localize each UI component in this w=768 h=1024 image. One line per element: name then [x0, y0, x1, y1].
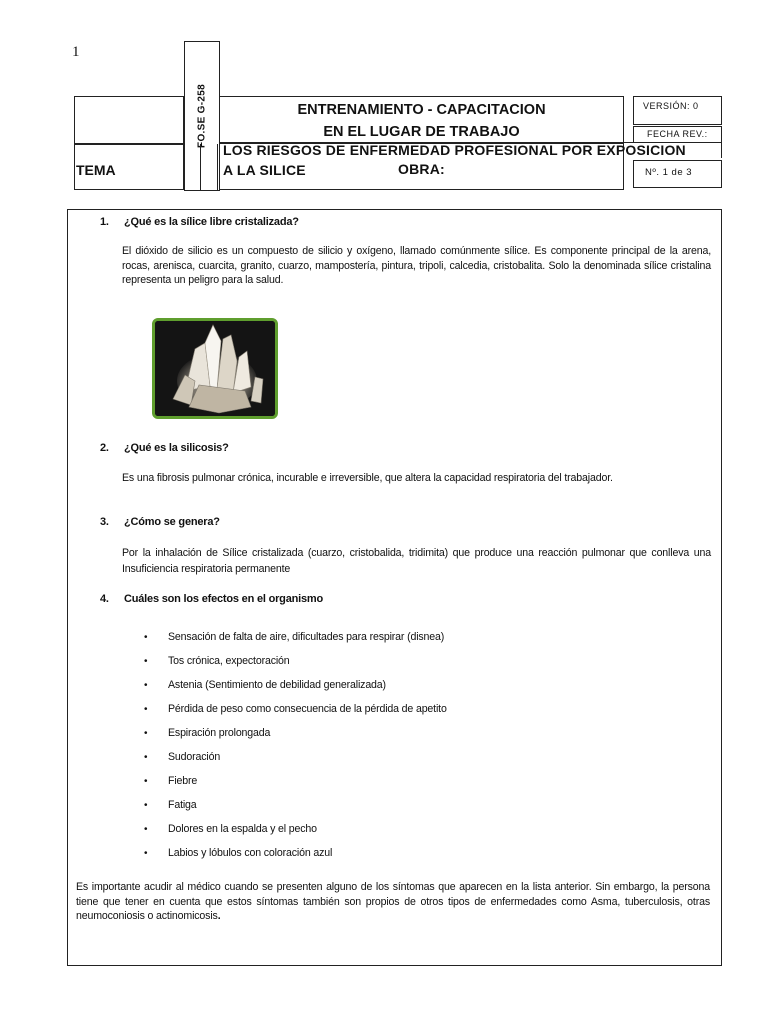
section-1-title: ¿Qué es la sílice libre cristalizada?: [124, 216, 299, 228]
bullet-icon: •: [144, 656, 148, 667]
fecha-box: [633, 126, 722, 142]
section-3-heading: [100, 516, 220, 528]
page-number: 1: [72, 44, 80, 60]
section-1-number: 1.: [100, 216, 109, 228]
topic-line-1: LOS RIESGOS DE ENFERMEDAD PROFESIONAL POR EXPOSICION: [223, 142, 686, 158]
section-3-number: 3.: [100, 516, 109, 528]
section-2-body: Es una fibrosis pulmonar crónica, incurable e irreversible, que altera la capacidad respiratoria del trabajador.: [122, 472, 613, 484]
fecha-label: FECHA REV.:: [647, 129, 708, 139]
title-line-2: EN EL LUGAR DE TRABAJO: [323, 124, 520, 140]
list-item: • Sensación de falta de aire, dificultades para respirar (disnea): [140, 629, 447, 653]
doc-code: FO.SE G-258: [196, 84, 208, 148]
bullet-icon: •: [144, 824, 148, 835]
list-item: • Fatiga: [140, 797, 447, 821]
section-2-number: 2.: [100, 442, 109, 454]
title-cell: [219, 96, 624, 144]
effects-list: [140, 629, 447, 869]
closing-paragraph: [76, 880, 710, 924]
list-item: • Sudoración: [140, 749, 447, 773]
tema-label: TEMA: [76, 162, 116, 178]
bullet-icon: •: [144, 752, 148, 763]
list-item: • Astenia (Sentimiento de debilidad generalizada): [140, 677, 447, 701]
bullet-icon: •: [144, 632, 148, 643]
section-4-number: 4.: [100, 593, 109, 605]
list-item: • Tos crónica, expectoración: [140, 653, 447, 677]
section-2-title: ¿Qué es la silicosis?: [124, 442, 229, 454]
header-rule: [624, 142, 722, 158]
bullet-icon: •: [144, 680, 148, 691]
obra-label: OBRA:: [398, 161, 445, 177]
section-3-body: Por la inhalación de Sílice cristalizada (cuarzo, cristobalida, tridimita) que produce una reacción pulmonar que conlleva una Insuficiencia respiratoria permanente: [122, 547, 711, 575]
section-4-title: Cuáles son los efectos en el organismo: [124, 593, 324, 605]
list-item: • Espiración prolongada: [140, 725, 447, 749]
list-item: • Dolores en la espalda y el pecho: [140, 821, 447, 845]
version-label: VERSIÓN: 0: [643, 101, 699, 111]
closing-period: .: [217, 910, 221, 922]
logo-cell: [74, 96, 184, 144]
header-separator: [200, 144, 218, 190]
section-2-heading: [100, 442, 229, 454]
title-line-1: ENTRENAMIENTO - CAPACITACION: [297, 102, 546, 118]
bullet-icon: •: [144, 848, 148, 859]
quartz-crystal-icon: [155, 321, 275, 416]
list-item: • Fiebre: [140, 773, 447, 797]
list-item: • Pérdida de peso como consecuencia de la pérdida de apetito: [140, 701, 447, 725]
section-3-title: ¿Cómo se genera?: [124, 516, 220, 528]
bullet-icon: •: [144, 704, 148, 715]
version-box: [633, 96, 722, 125]
bullet-icon: •: [144, 800, 148, 811]
topic-line-2: A LA SILICE: [223, 162, 306, 178]
bullet-icon: •: [144, 728, 148, 739]
section-1-heading: [100, 216, 299, 228]
closing-text: Es importante acudir al médico cuando se presenten alguno de los síntomas que aparecen en la lista anterior. Sin embargo, la persona tiene que tener en cuenta que estos síntomas también son propios de otros tipos de enfermedades como Asma, tuberculosis, otras neumoconiosis o actinomicosis: [76, 881, 710, 922]
bullet-icon: •: [144, 776, 148, 787]
section-1-body: El dióxido de silicio es un compuesto de silicio y oxígeno, llamado comúnmente sílice. Es componente principal de la arena, rocas, arenisca, cuarcita, granito, cuarzo, mampostería, pintura, tripoli, calcedia, cristobalita. Solo la denominada sílice cristalina representa un peligro para la salud.: [122, 245, 711, 286]
page-of-label: Nº. 1 de 3: [645, 167, 693, 178]
list-item: • Labios y lóbulos con coloración azul: [140, 845, 447, 869]
section-4-heading: [100, 593, 323, 605]
page-of-box: [633, 160, 722, 188]
quartz-crystal-photo: [152, 318, 278, 419]
